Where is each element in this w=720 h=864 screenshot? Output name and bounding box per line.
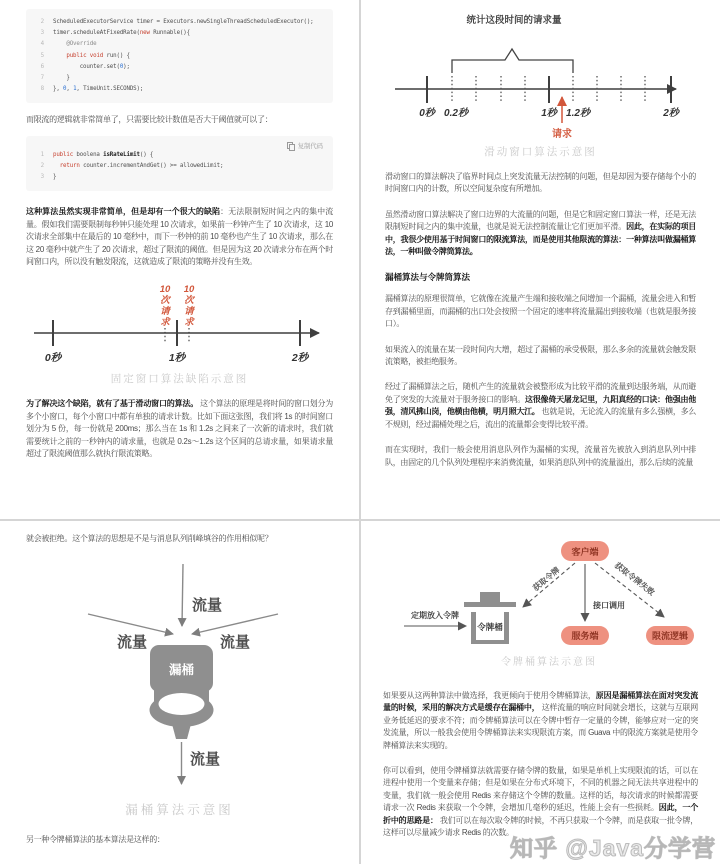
- paragraph-sliding-pros: 滑动窗口的算法解决了临界时间点上突发流量无法控制的问题，但是却因为要存储每个小的时间窗口内的计数，所以空间复杂度有所增加。: [385, 172, 696, 194]
- code-line: 1 public boolena isRateLimit() {: [40, 151, 154, 158]
- svg-text:次: 次: [184, 295, 194, 307]
- client-label: 客户端: [571, 547, 599, 557]
- svg-text:0秒: 0秒: [44, 352, 62, 365]
- api-call-label: 接口调用: [593, 601, 625, 610]
- get-token-arrow: [523, 563, 575, 607]
- code-line: 5 public void run() {: [40, 52, 130, 59]
- page-sliding-window: [361, 0, 720, 519]
- paragraph-algorithm-choice: 如果要从这两种算法中做选择，我更倾向于使用令牌桶算法，原因是漏桶算法在面对突发流量的时候，采用的解决方式是缓存在漏桶中， 这样流量的响应时间就会增长，这就与互联网业务低延迟的要求不符；而令牌桶算法可以在令牌中暂存一定量的令牌，能够应对一定的突发流量，所以一般我会使用令牌桶算法来实现限流方案，而 Guava 中的限流方案就是使用令牌桶算法来实现的。: [383, 691, 699, 750]
- code-line: 3 }: [40, 174, 57, 181]
- inflow-arrow-left: [88, 614, 173, 634]
- svg-text:10: 10: [159, 284, 171, 296]
- svg-text:2秒: 2秒: [291, 352, 309, 365]
- inflow-arrow-center: [182, 564, 183, 626]
- paragraph-limit-logic: 而限流的逻辑就非常简单了，只需要比较计数值是否大于阈值就可以了：: [26, 115, 273, 125]
- code-line: 2 return counter.incrementAndGet() >= allowedLimit;: [40, 163, 224, 170]
- paragraph-sliding-window-intro: 为了解决这个缺陷，就有了基于滑动窗口的算法。 这个算法的原理是将时间的窗口划分为多个小窗口，每个小窗口中都有单独的请求计数。比如下面这张图，我们将 1s 的时间窗口划分为 5 份，每一份就是 200ms；那么当在 1s 和 1.2s 之间来了一次新的请求时，我们就需要统计之前的一秒钟内的请求量，也就是 0.2s～1.2s 这个区间的总请求量，如果请求量超过了限流阈值那么就执行限流策略。: [26, 399, 333, 459]
- svg-text:求: 求: [184, 317, 194, 329]
- axis-tick-labels: [45, 351, 311, 364]
- window-annotation: 统计这段时间的请求量: [466, 15, 562, 26]
- paragraph-leaky-bucket-overflow: 如果流入的流量在某一段时间内大增，超过了漏桶的承受极限，那么多余的流量就会触发限流策略，被拒绝服务。: [385, 344, 696, 367]
- svg-text:1秒: 1秒: [168, 352, 186, 365]
- axis-tick-labels: [419, 107, 681, 119]
- watermark: 知乎 @Java分学营: [510, 835, 716, 861]
- leaky-bucket-shape: [150, 645, 214, 739]
- leaky-bucket-caption: 漏桶算法示意图: [125, 803, 234, 818]
- get-token-fail-label: 获取令牌失败: [612, 560, 657, 598]
- server-label: 服务端: [571, 631, 599, 641]
- paragraph-sliding-cons: 虽然滑动窗口算法解决了窗口边界的大流量的问题，但是它和固定窗口算法一样，还是无法限制短时间之内的集中流量，也就是说无法控制流量让它们更加平滑。因此，在实际的项目中，我很少使用基于时间窗口的限流算法，而是使用其他限流的算法：一种算法叫做漏桶算法，一种叫做令牌筒算法。: [385, 209, 696, 257]
- window-brace: [452, 49, 573, 73]
- put-token-label: 定期放入令牌: [411, 611, 459, 620]
- bucket-label: 漏桶: [168, 663, 195, 678]
- token-bucket-caption: 令牌桶算法示意图: [501, 657, 597, 668]
- copy-code-button[interactable]: [287, 141, 323, 152]
- inflow-arrow-right: [192, 614, 278, 634]
- flow-label-right: 流量: [219, 634, 251, 652]
- token-bucket-label: 令牌桶: [477, 622, 503, 632]
- code-line: 2 ScheduledExecutorService timer = Executors.newSingleThreadScheduledExecutor();: [40, 19, 314, 25]
- page-token-bucket: [361, 521, 720, 864]
- paragraph-leaky-bucket-shaping: 经过了漏桶算法之后，随机产生的流量就会被整形成为比较平滑的流量到达服务端，从而避免了突发的大流量对于服务接口的影响。这很像倚天屠龙记里，九阳真经的口诀：他强由他强，清风拂山岗，他横由他横，明月照大江。 也就是说，无论流入的流量有多么强横，多么不规则，经过漏桶处理之后，流出的流量都会变得比较平滑。: [385, 382, 697, 429]
- svg-text:请: 请: [184, 306, 194, 318]
- requests-right-label: [184, 284, 196, 328]
- fixed-window-diagram: [26, 281, 333, 369]
- paragraph-queue-analogy: 就会被拒绝。这个算法的思想是不是与消息队列削峰填谷的作用相似呢？: [26, 534, 273, 543]
- paragraph-redis-tokens: 你可以看到，使用令牌桶算法就需要存储令牌的数量，如果是单机上实现限流的话，可以在进程中使用一个变量来存储；但是如果在分布式环境下，不同的机器之间无法共享进程中的变量，我们就一般会使用 Redis 来存储这个令牌的数量。这样的话，每次请求的时候都需要请求一次 Redis 来获取一个令牌，会增加几毫秒的延迟，性能上会有一些损耗。因此，一个折中的思路是： 我们可以在每次取令牌的时候，不再只获取一个令牌，而是获取一批令牌，这样可以尽量减少请求 Redis 的次数。: [383, 766, 699, 838]
- code-line: 3 timer.scheduleAtFixedRate(new Runnable(){: [40, 30, 190, 37]
- flow-label-out: 流量: [190, 751, 221, 769]
- paragraph-leaky-bucket-principle: 漏桶算法的原理很简单，它就像在流量产生端和接收端之间增加一个漏桶，流量会进入和暂存到漏桶里面，而漏桶的出口处会按照一个固定的速率将流量漏出到接收端（也就是服务接口）。: [385, 294, 696, 329]
- flow-label-left: 流量: [116, 634, 148, 652]
- code-block-counter-reset: [26, 9, 333, 103]
- page-leaky-bucket: [0, 521, 359, 864]
- sliding-window-caption: 滑动窗口算法示意图: [484, 146, 597, 158]
- copy-code-label: 复制代码: [297, 142, 323, 150]
- svg-text:1秒: 1秒: [541, 108, 557, 119]
- svg-text:10: 10: [183, 284, 195, 296]
- token-bucket-icon: [464, 592, 516, 644]
- paragraph-leaky-bucket-impl: 而在实现时，我们一般会使用消息队列作为漏桶的实现，流量首先被放入到消息队列中排队，由固定的几个队列处理程序来消费流量，如果消息队列中的流量溢出，那么后续的流量: [385, 445, 696, 467]
- svg-text:2秒: 2秒: [663, 108, 679, 119]
- request-label: 请求: [552, 129, 572, 140]
- svg-text:1.2秒: 1.2秒: [566, 108, 590, 119]
- sliding-window-diagram: [389, 10, 689, 142]
- svg-text:次: 次: [160, 295, 170, 307]
- svg-text:求: 求: [160, 317, 170, 329]
- code-line: 4 @Override: [40, 41, 97, 48]
- leaky-bucket-diagram: [80, 554, 340, 794]
- section-heading-bucket-algorithms: 漏桶算法与令牌筒算法: [385, 272, 471, 283]
- code-block-is-rate-limit: [26, 136, 333, 192]
- fixed-window-caption: 固定窗口算法缺陷示意图: [110, 373, 249, 386]
- svg-text:0.2秒: 0.2秒: [444, 108, 468, 119]
- code-line: 6 counter.set(0);: [40, 63, 130, 70]
- paragraph-token-bucket-intro: 另一种令牌桶算法的基本算法是这样的：: [26, 835, 165, 845]
- limit-logic-label: 限流逻辑: [651, 631, 689, 641]
- paragraph-fixed-window-flaw: 这种算法虽然实现非常简单，但是却有一个很大的缺陷：无法限制短时间之内的集中流量。假如我们需要限制每秒钟只能处理 10 次请求，如果前一秒钟产生了 10 次请求，这 10 次请求全部集中在最后的 10 毫秒中，而下一秒钟的前 10 毫秒也产生了 10 次请求，那么在这 20 毫秒中就产生了 20 次请求，超过了限流的阈值。但是因为这 20 次请求分布在两个时间窗口内，所以没有触发限流，这就造成了限流的策略并没有生效。: [26, 207, 333, 267]
- svg-text:请: 请: [160, 306, 170, 318]
- flow-label-center: 流量: [192, 597, 223, 615]
- token-bucket-diagram: [361, 528, 720, 678]
- get-token-label: 获取令牌: [531, 565, 562, 593]
- code-line: 7 }: [40, 75, 70, 82]
- code-line: 8 }, 0, 1, TimeUnit.SECONDS);: [40, 86, 144, 93]
- copy-icon: [287, 142, 295, 151]
- requests-left-label: [160, 284, 172, 328]
- page-fixed-window: [0, 0, 359, 519]
- svg-text:0秒: 0秒: [419, 108, 435, 119]
